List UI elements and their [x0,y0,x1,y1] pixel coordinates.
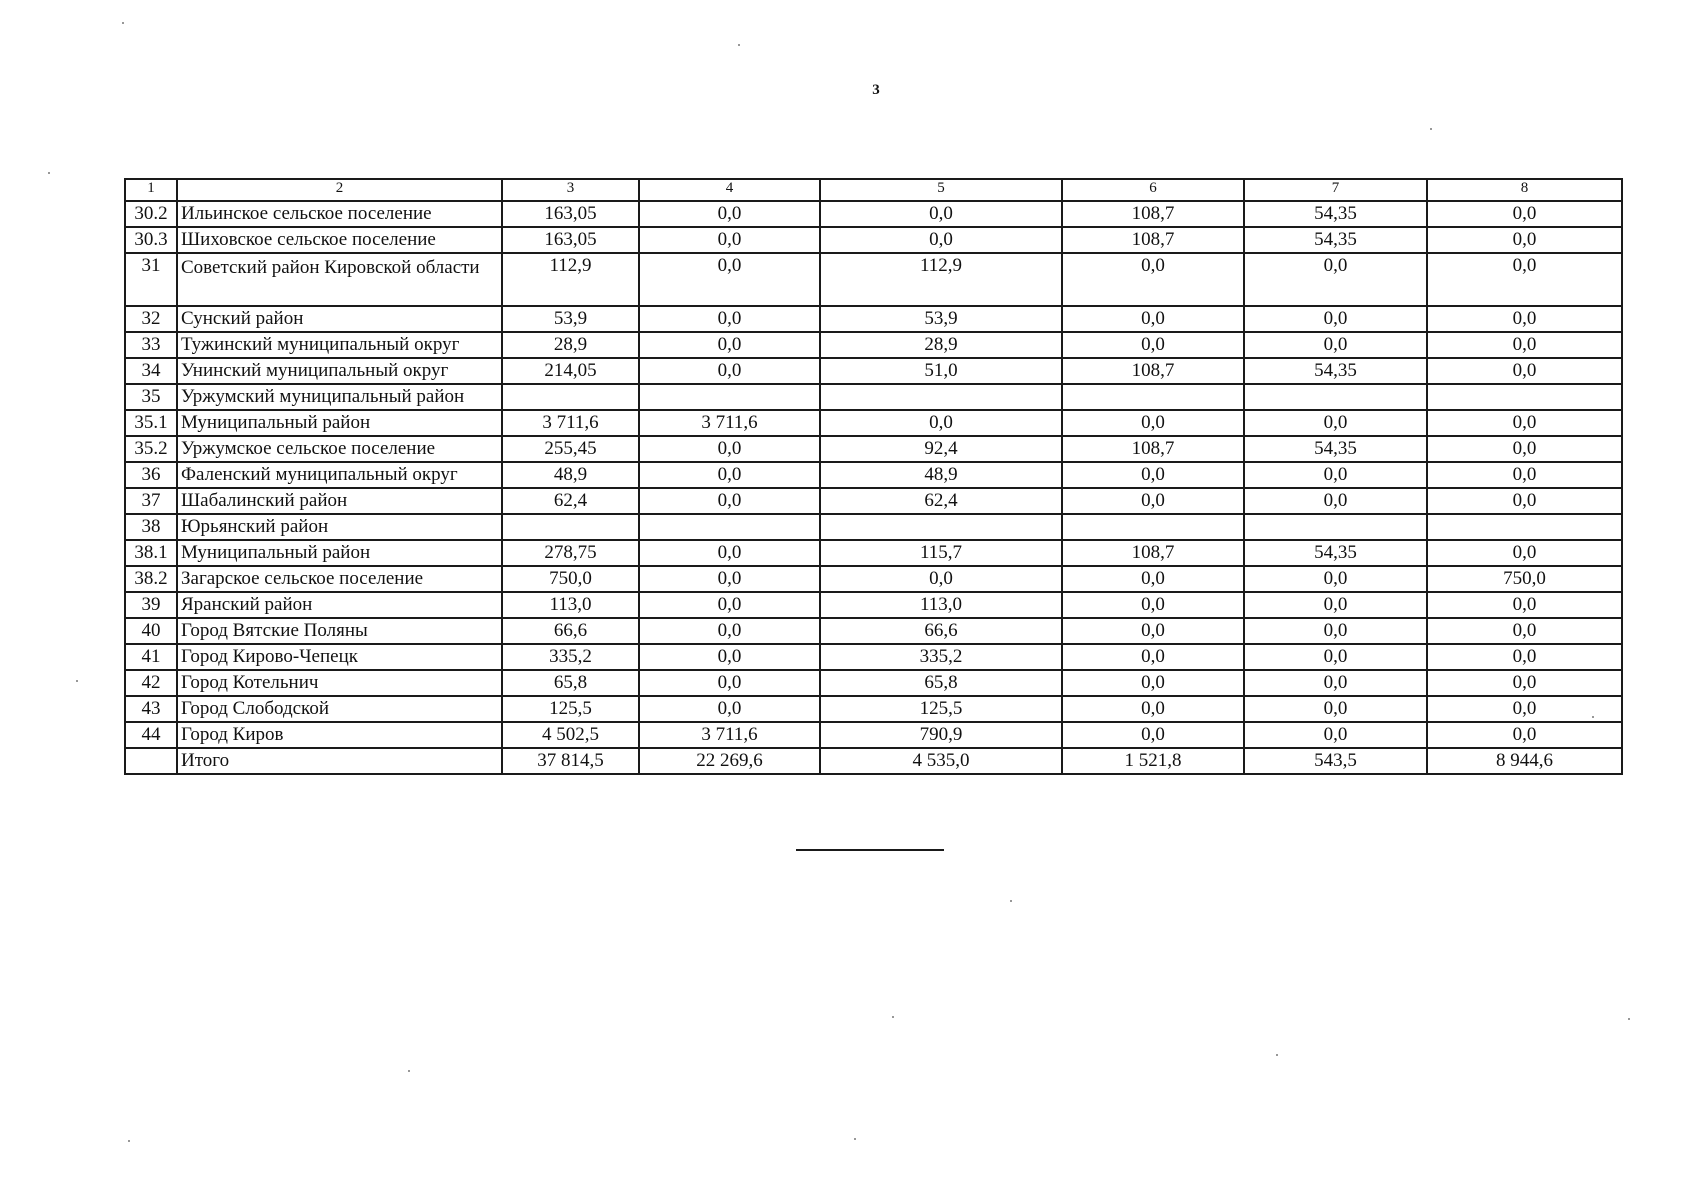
cell-num: 43 [125,696,177,722]
cell-col8: 0,0 [1427,722,1622,748]
table-row [125,227,1622,253]
cell-total: 255,45 [502,436,639,462]
cell-col4: 0,0 [639,436,820,462]
end-of-document-rule [796,849,944,851]
table-row [125,332,1622,358]
cell-num: 32 [125,306,177,332]
table-row [125,566,1622,592]
cell-col6: 0,0 [1062,618,1244,644]
scan-speck [738,44,740,46]
page-number: 3 [872,82,880,98]
cell-total: 4 502,5 [502,722,639,748]
cell-total: 53,9 [502,306,639,332]
table-row [125,670,1622,696]
cell-name: Муниципальный район [177,410,502,436]
cell-col6: 0,0 [1062,566,1244,592]
cell-col7: 0,0 [1244,306,1427,332]
scan-speck [892,1016,894,1018]
table-row [125,253,1622,306]
cell-num: 39 [125,592,177,618]
cell-col4: 0,0 [639,618,820,644]
cell-col8: 0,0 [1427,670,1622,696]
cell-total: 37 814,5 [502,748,639,774]
table-row [125,618,1622,644]
cell-col6: 0,0 [1062,696,1244,722]
cell-total: 125,5 [502,696,639,722]
cell-col6: 108,7 [1062,358,1244,384]
cell-col4: 0,0 [639,227,820,253]
cell-col5: 0,0 [820,227,1062,253]
cell-col8: 0,0 [1427,592,1622,618]
cell-col7: 0,0 [1244,670,1427,696]
cell-col6: 0,0 [1062,670,1244,696]
cell-name: Уржумский муниципальный район [177,384,502,410]
table-row [125,644,1622,670]
cell-col7: 0,0 [1244,618,1427,644]
cell-col7 [1244,514,1427,540]
cell-col5: 335,2 [820,644,1062,670]
scan-speck [1430,128,1432,130]
cell-name: Унинский муниципальный округ [177,358,502,384]
cell-col5: 4 535,0 [820,748,1062,774]
cell-name: Ильинское сельское поселение [177,201,502,227]
cell-num [125,748,177,774]
cell-col8: 0,0 [1427,488,1622,514]
table-row [125,540,1622,566]
cell-num: 33 [125,332,177,358]
cell-col6: 0,0 [1062,410,1244,436]
cell-col7: 0,0 [1244,722,1427,748]
cell-col5: 92,4 [820,436,1062,462]
cell-col8: 0,0 [1427,358,1622,384]
table-row [125,514,1622,540]
cell-num: 30.2 [125,201,177,227]
cell-col4: 0,0 [639,670,820,696]
table-row [125,358,1622,384]
cell-col6: 0,0 [1062,592,1244,618]
cell-name: Город Вятские Поляны [177,618,502,644]
scan-speck [1010,900,1012,902]
cell-total: 335,2 [502,644,639,670]
cell-num: 41 [125,644,177,670]
cell-col5: 115,7 [820,540,1062,566]
scan-speck [48,172,50,174]
cell-num: 38 [125,514,177,540]
header-cell-6: 6 [1062,179,1244,201]
cell-col5: 0,0 [820,566,1062,592]
cell-col5: 0,0 [820,410,1062,436]
scan-speck [1592,716,1594,718]
cell-name: Тужинский муниципальный округ [177,332,502,358]
cell-col8: 0,0 [1427,253,1622,306]
cell-col8 [1427,384,1622,410]
cell-col4 [639,514,820,540]
cell-col5: 790,9 [820,722,1062,748]
cell-name: Город Котельнич [177,670,502,696]
cell-col6: 108,7 [1062,227,1244,253]
cell-name: Город Киров [177,722,502,748]
cell-col8: 0,0 [1427,306,1622,332]
cell-col6 [1062,384,1244,410]
cell-num: 34 [125,358,177,384]
cell-name: Фаленский муниципальный округ [177,462,502,488]
cell-col4: 0,0 [639,332,820,358]
cell-col6: 108,7 [1062,540,1244,566]
cell-col5: 28,9 [820,332,1062,358]
cell-col6: 108,7 [1062,201,1244,227]
cell-col4: 3 711,6 [639,722,820,748]
cell-total [502,384,639,410]
cell-num: 31 [125,253,177,306]
cell-col4: 0,0 [639,306,820,332]
table-row [125,306,1622,332]
cell-col8: 0,0 [1427,644,1622,670]
cell-total: 163,05 [502,201,639,227]
cell-col4: 0,0 [639,566,820,592]
cell-name: Советский район Кировской области [177,253,502,306]
cell-col5 [820,514,1062,540]
cell-col8: 8 944,6 [1427,748,1622,774]
header-cell-3: 3 [502,179,639,201]
cell-col7: 0,0 [1244,253,1427,306]
cell-num: 35.2 [125,436,177,462]
cell-col6: 1 521,8 [1062,748,1244,774]
cell-col7: 0,0 [1244,488,1427,514]
cell-col6: 0,0 [1062,332,1244,358]
cell-num: 30.3 [125,227,177,253]
cell-name: Шиховское сельское поселение [177,227,502,253]
cell-col7: 0,0 [1244,410,1427,436]
cell-num: 35 [125,384,177,410]
header-cell-7: 7 [1244,179,1427,201]
scan-speck [122,22,124,24]
scan-speck [854,1138,856,1140]
cell-col8: 0,0 [1427,227,1622,253]
cell-name: Итого [177,748,502,774]
cell-col4: 0,0 [639,696,820,722]
cell-col7: 54,35 [1244,358,1427,384]
cell-col4: 0,0 [639,540,820,566]
cell-col6: 0,0 [1062,462,1244,488]
cell-col5: 65,8 [820,670,1062,696]
cell-col5: 112,9 [820,253,1062,306]
table-row [125,748,1622,774]
cell-col6: 0,0 [1062,253,1244,306]
table-row [125,384,1622,410]
cell-col8: 0,0 [1427,201,1622,227]
cell-col7: 0,0 [1244,462,1427,488]
cell-col7: 0,0 [1244,592,1427,618]
header-cell-4: 4 [639,179,820,201]
cell-col8: 0,0 [1427,410,1622,436]
cell-col5 [820,384,1062,410]
cell-total: 3 711,6 [502,410,639,436]
cell-col8: 0,0 [1427,540,1622,566]
header-cell-8: 8 [1427,179,1622,201]
cell-num: 36 [125,462,177,488]
cell-name: Город Слободской [177,696,502,722]
cell-total: 214,05 [502,358,639,384]
cell-col6: 0,0 [1062,488,1244,514]
cell-col7: 54,35 [1244,201,1427,227]
cell-name: Город Кирово-Чепецк [177,644,502,670]
table-row [125,201,1622,227]
cell-col7: 0,0 [1244,696,1427,722]
cell-col6 [1062,514,1244,540]
cell-name: Загарское сельское поселение [177,566,502,592]
cell-col5: 0,0 [820,201,1062,227]
scan-speck [1276,1054,1278,1056]
cell-col8: 0,0 [1427,462,1622,488]
cell-col8 [1427,514,1622,540]
scan-speck [76,680,78,682]
cell-col5: 48,9 [820,462,1062,488]
cell-num: 40 [125,618,177,644]
cell-col4 [639,384,820,410]
scan-speck [1628,1018,1630,1020]
cell-col4: 0,0 [639,358,820,384]
allocation-table [124,178,1623,775]
cell-total: 750,0 [502,566,639,592]
cell-col6: 0,0 [1062,644,1244,670]
table-row [125,592,1622,618]
cell-col7: 0,0 [1244,332,1427,358]
cell-col7: 543,5 [1244,748,1427,774]
cell-num: 44 [125,722,177,748]
cell-total: 113,0 [502,592,639,618]
cell-col7: 0,0 [1244,644,1427,670]
cell-col7: 54,35 [1244,436,1427,462]
table-row [125,696,1622,722]
cell-col4: 0,0 [639,592,820,618]
cell-col5: 66,6 [820,618,1062,644]
cell-total: 278,75 [502,540,639,566]
cell-col7: 0,0 [1244,566,1427,592]
cell-col6: 0,0 [1062,306,1244,332]
cell-total: 163,05 [502,227,639,253]
cell-col8: 0,0 [1427,618,1622,644]
scan-speck [408,1070,410,1072]
cell-total: 65,8 [502,670,639,696]
cell-name: Шабалинский район [177,488,502,514]
cell-num: 38.2 [125,566,177,592]
table-header-row [125,179,1622,201]
cell-col5: 51,0 [820,358,1062,384]
cell-col8: 0,0 [1427,332,1622,358]
cell-col5: 113,0 [820,592,1062,618]
cell-name: Юрьянский район [177,514,502,540]
cell-col5: 53,9 [820,306,1062,332]
cell-total [502,514,639,540]
cell-name: Уржумское сельское поселение [177,436,502,462]
cell-num: 42 [125,670,177,696]
cell-col6: 0,0 [1062,722,1244,748]
table-row [125,488,1622,514]
cell-col4: 0,0 [639,644,820,670]
header-cell-1: 1 [125,179,177,201]
scan-speck [128,1140,130,1142]
cell-col4: 0,0 [639,201,820,227]
cell-total: 48,9 [502,462,639,488]
cell-col4: 0,0 [639,488,820,514]
cell-col8: 0,0 [1427,696,1622,722]
cell-total: 62,4 [502,488,639,514]
cell-num: 38.1 [125,540,177,566]
table-row [125,410,1622,436]
cell-name: Муниципальный район [177,540,502,566]
cell-col4: 0,0 [639,462,820,488]
cell-name: Яранский район [177,592,502,618]
cell-col7: 54,35 [1244,227,1427,253]
cell-total: 28,9 [502,332,639,358]
cell-total: 66,6 [502,618,639,644]
cell-col4: 0,0 [639,253,820,306]
cell-name: Сунский район [177,306,502,332]
cell-col8: 750,0 [1427,566,1622,592]
cell-col7 [1244,384,1427,410]
cell-num: 37 [125,488,177,514]
header-cell-5: 5 [820,179,1062,201]
cell-total: 112,9 [502,253,639,306]
cell-col4: 3 711,6 [639,410,820,436]
cell-col8: 0,0 [1427,436,1622,462]
cell-col7: 54,35 [1244,540,1427,566]
table-row [125,722,1622,748]
cell-col5: 125,5 [820,696,1062,722]
header-cell-2: 2 [177,179,502,201]
table-row [125,462,1622,488]
cell-col5: 62,4 [820,488,1062,514]
cell-num: 35.1 [125,410,177,436]
cell-col6: 108,7 [1062,436,1244,462]
cell-col4: 22 269,6 [639,748,820,774]
table-row [125,436,1622,462]
